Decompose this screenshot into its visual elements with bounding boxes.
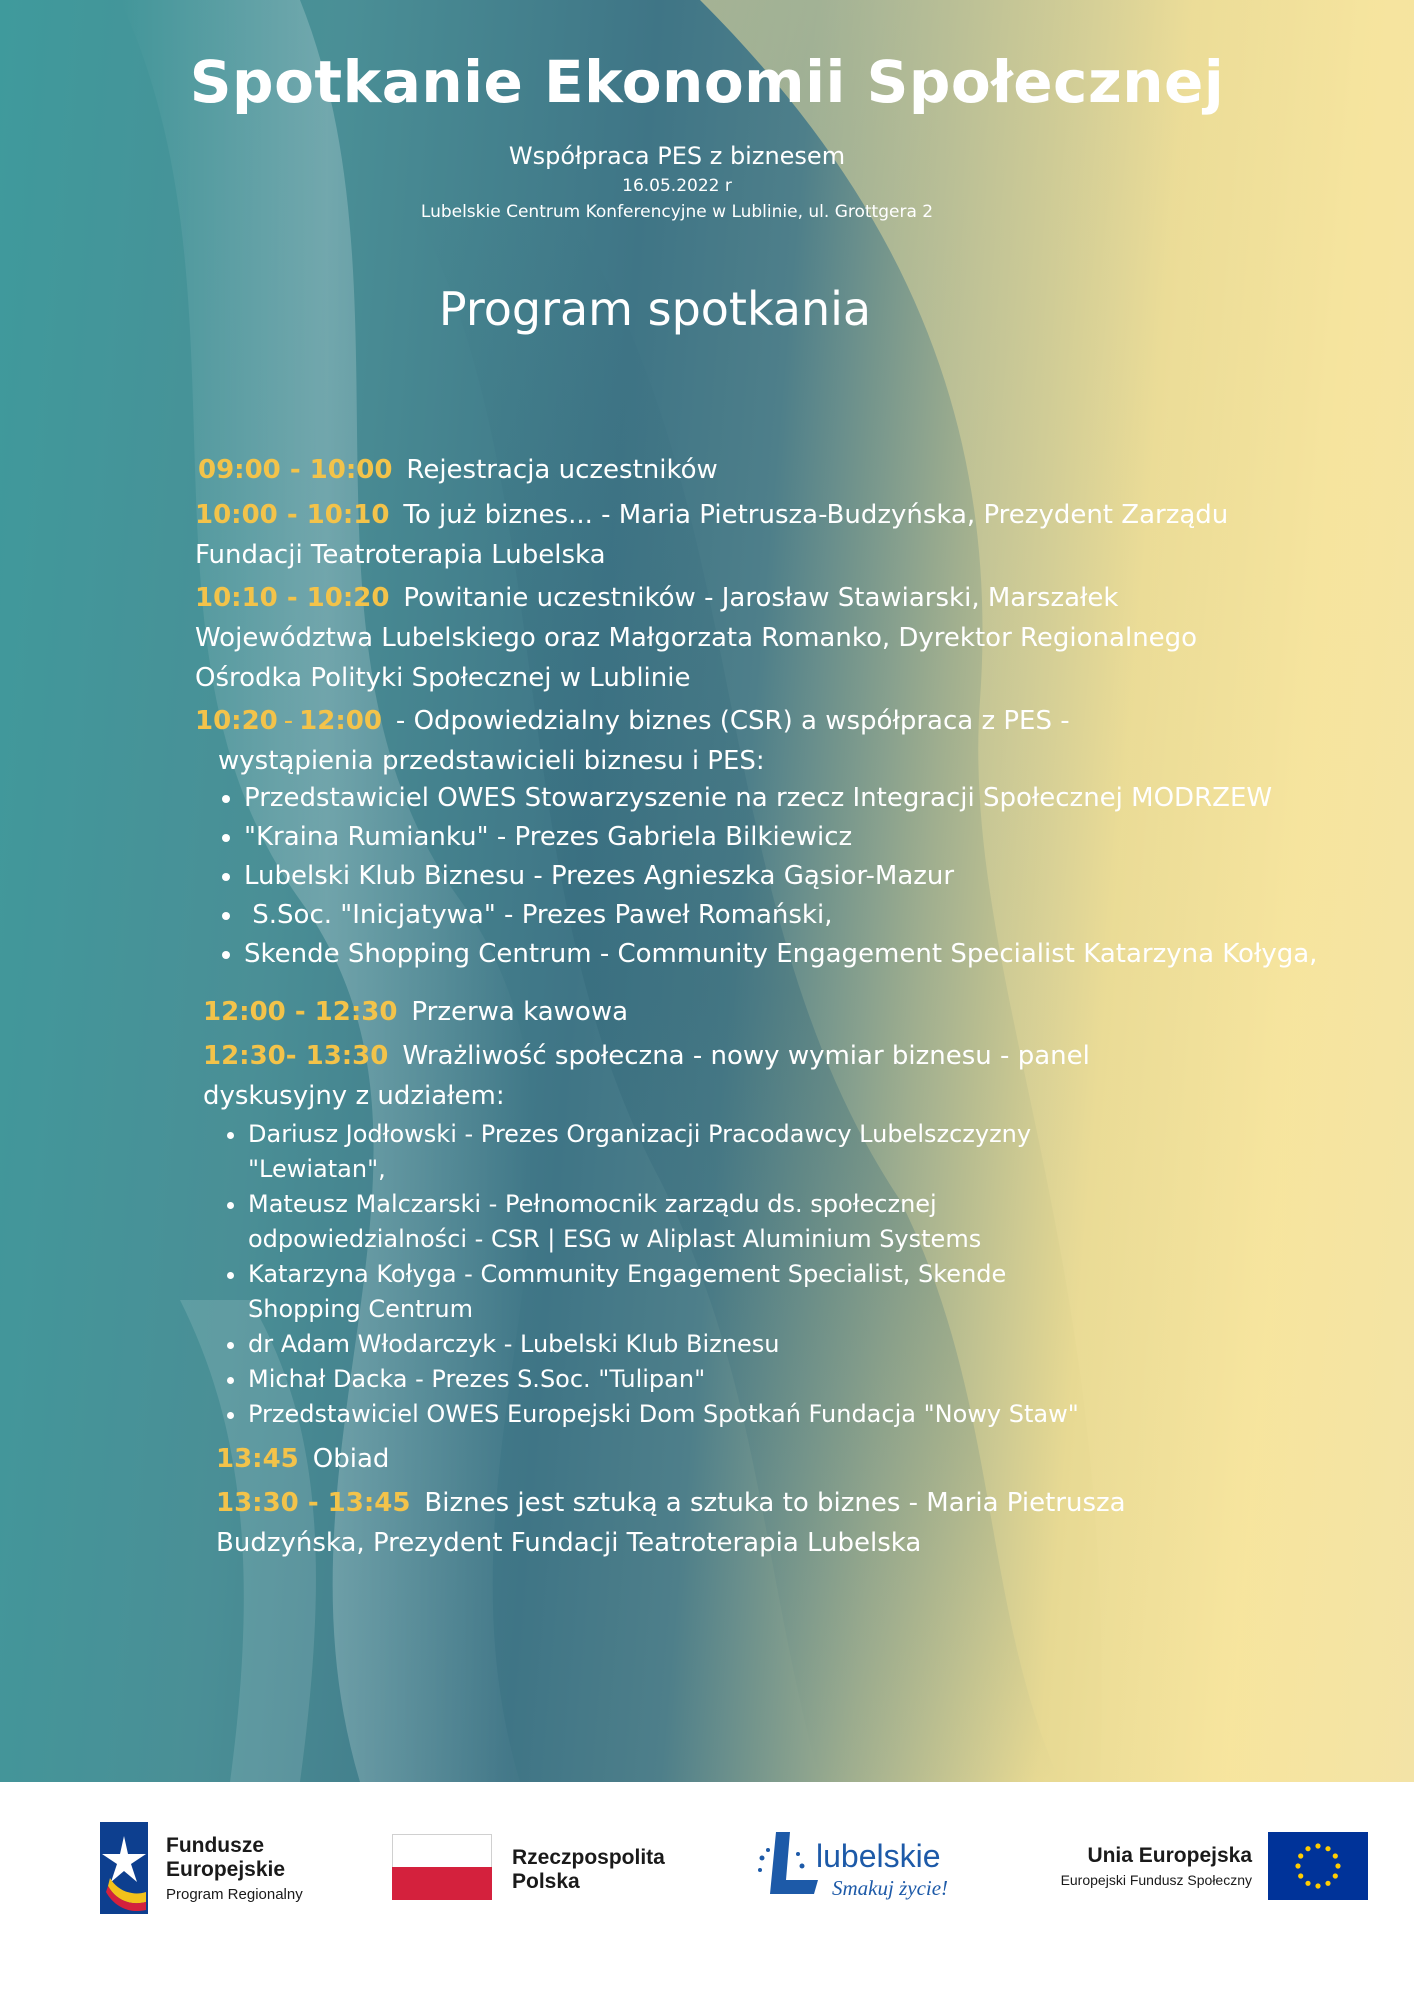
event-date: 16.05.2022 r — [622, 176, 732, 196]
agenda-item — [203, 1036, 1090, 1076]
agenda-text-continued: dyskusyjny z udziałem: — [203, 1081, 505, 1111]
agenda-text: Rejestracja uczestników — [406, 455, 718, 485]
panel-list — [200, 1117, 1079, 1432]
agenda-item — [203, 992, 628, 1032]
agenda-time: 13:30 - 13:45 — [216, 1488, 411, 1518]
fundusze-europejskie-logo: Fundusze Europejskie Program Regionalny — [100, 1822, 148, 1918]
agenda-time: 10:00 - 10:10 — [195, 500, 390, 530]
unia-europejska-logo: Unia Europejska Europejski Fundusz Społeczny — [1032, 1832, 1368, 1902]
page-title: Spotkanie Ekonomii Społecznej — [189, 48, 1225, 116]
fe-star-icon — [100, 1822, 148, 1914]
footer-logos — [0, 1782, 1414, 2000]
list-item: • Przedstawiciel OWES Europejski Dom Spotkań Fundacja "Nowy Staw" — [248, 1397, 1079, 1432]
eu-flag-icon — [1268, 1832, 1368, 1900]
list-item: • Katarzyna Kołyga - Community Engagement Specialist, Skende Shopping Centrum — [248, 1257, 1079, 1327]
agenda-item — [195, 701, 1070, 741]
agenda-text-continued: Budzyńska, Prezydent Fundacji Teatroterapia Lubelska — [216, 1528, 922, 1558]
lubelskie-logo: lubelskie Smakuj życie! — [752, 1828, 962, 1908]
agenda-time: 10:10 - 10:20 — [195, 583, 390, 613]
agenda-item — [216, 1483, 1126, 1523]
agenda-text: Wrażliwość społeczna - nowy wymiar biznesu - panel — [402, 1041, 1090, 1071]
speaker-list — [196, 779, 1317, 974]
list-item: • Dariusz Jodłowski - Prezes Organizacji Pracodawcy Lubelszczyzny "Lewiatan", — [248, 1117, 1079, 1187]
event-subtitle: Współpraca PES z biznesem — [508, 142, 846, 170]
agenda-text-continued: wystąpienia przedstawicieli biznesu i PES: — [218, 746, 765, 776]
event-venue: Lubelskie Centrum Konferencyjne w Lublinie, ul. Grottgera 2 — [420, 202, 934, 222]
agenda-text-continued: Ośrodka Polityki Społecznej w Lublinie — [195, 663, 691, 693]
agenda-text: Przerwa kawowa — [411, 997, 629, 1027]
program-heading: Program spotkania — [438, 282, 872, 336]
agenda-text-continued: Fundacji Teatroterapia Lubelska — [195, 540, 606, 570]
list-item: • S.Soc. "Inicjatywa" - Prezes Paweł Romański, — [244, 896, 1317, 935]
agenda-time-end: 12:00 — [299, 706, 382, 736]
agenda-item — [195, 495, 1228, 535]
list-item: • "Kraina Rumianku" - Prezes Gabriela Bilkiewicz — [244, 818, 1317, 857]
agenda-text: Powitanie uczestników - Jarosław Stawiarski, Marszałek — [403, 583, 1119, 613]
agenda-text-continued: Województwa Lubelskiego oraz Małgorzata Romanko, Dyrektor Regionalnego — [195, 623, 1198, 653]
agenda-item — [216, 1439, 389, 1479]
list-item: • Lubelski Klub Biznesu - Prezes Agnieszka Gąsior-Mazur — [244, 857, 1317, 896]
agenda-time: 12:00 - 12:30 — [203, 997, 398, 1027]
agenda-item — [195, 578, 1118, 618]
agenda-time: 09:00 - 10:00 — [198, 455, 393, 485]
agenda-time-start: 10:20 — [195, 706, 278, 736]
agenda-text: - Odpowiedzialny biznes (CSR) a współpraca z PES - — [395, 706, 1070, 736]
agenda-text: Biznes jest sztuką a sztuka to biznes - Maria Pietrusza — [424, 1488, 1126, 1518]
list-item: • Mateusz Malczarski - Pełnomocnik zarządu ds. społecznej odpowiedzialności - CSR | ESG w Aliplast Aluminium Systems — [248, 1187, 1079, 1257]
agenda-text: To już biznes... - Maria Pietrusza-Budzyńska, Prezydent Zarządu — [403, 500, 1229, 530]
agenda-time-separator: - — [283, 706, 294, 736]
rzeczpospolita-polska-logo: Rzeczpospolita Polska — [392, 1834, 492, 1904]
list-item: • dr Adam Włodarczyk - Lubelski Klub Biznesu — [248, 1327, 1079, 1362]
agenda-item — [198, 450, 718, 490]
agenda-time: 12:30- 13:30 — [203, 1041, 389, 1071]
polish-flag-icon — [392, 1834, 492, 1900]
agenda-text: Obiad — [312, 1444, 390, 1474]
list-item: • Skende Shopping Centrum - Community Engagement Specialist Katarzyna Kołyga, — [244, 935, 1317, 974]
list-item: • Michał Dacka - Prezes S.Soc. "Tulipan" — [248, 1362, 1079, 1397]
list-item: • Przedstawiciel OWES Stowarzyszenie na rzecz Integracji Społecznej MODRZEW — [244, 779, 1317, 818]
lubelskie-l-icon — [752, 1828, 822, 1904]
agenda-time: 13:45 — [216, 1444, 299, 1474]
